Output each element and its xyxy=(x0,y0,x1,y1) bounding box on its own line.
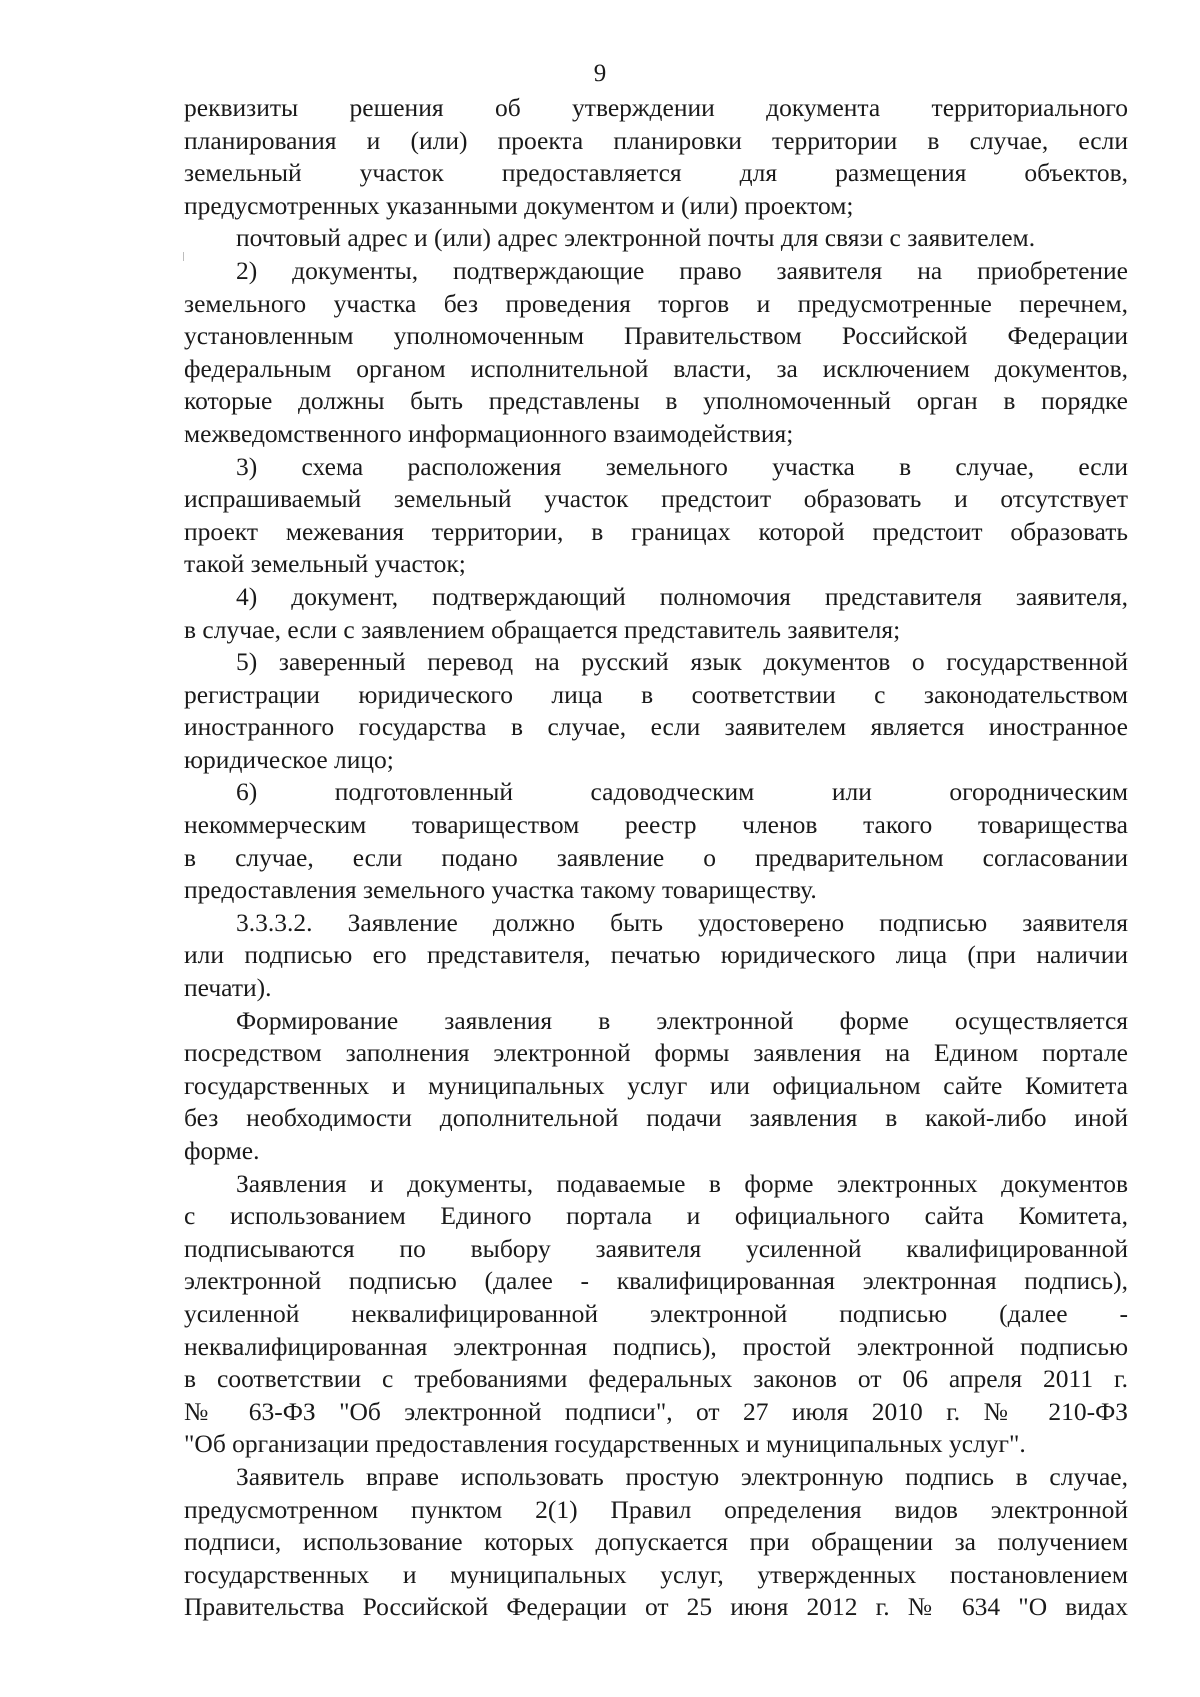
text-line: установленным уполномоченным Правительством Российской Федерации xyxy=(184,321,1128,351)
text-line: земельного участка без проведения торгов и предусмотренные перечнем, xyxy=(184,288,1128,318)
text-line: межведомственного информационного взаимодействия; xyxy=(184,418,794,448)
text-line: № 63-ФЗ "Об электронной подписи", от 27 июля 2010 г. № 210-ФЗ xyxy=(184,1396,1128,1426)
paragraph xyxy=(184,646,1128,776)
document-body xyxy=(184,92,1128,1624)
text-line: государственных и муниципальных услуг, утвержденных постановлением xyxy=(184,1559,1128,1589)
text-line: Заявитель вправе использовать простую электронную подпись в случае, xyxy=(236,1461,1128,1491)
text-line: предусмотренных указанными документом и (или) проектом; xyxy=(184,190,854,220)
text-line: почтовый адрес и (или) адрес электронной почты для связи с заявителем. xyxy=(236,223,1036,253)
text-line: форме. xyxy=(184,1136,260,1165)
paragraph xyxy=(184,1168,1128,1461)
text-line: с использованием Единого портала и официального сайта Комитета, xyxy=(184,1201,1128,1231)
text-line: посредством заполнения электронной формы заявления на Едином портале xyxy=(184,1038,1128,1068)
paragraph xyxy=(184,255,1128,451)
text-line: 4) документ, подтверждающий полномочия представителя заявителя, xyxy=(236,581,1128,611)
text-line: юридическое лицо; xyxy=(184,744,394,774)
text-line: Заявления и документы, подаваемые в форме электронных документов xyxy=(236,1168,1128,1198)
text-line: в соответствии с требованиями федеральных законов от 06 апреля 2011 г. xyxy=(184,1364,1128,1394)
text-line: земельный участок предоставляется для размещения объектов, xyxy=(184,158,1128,188)
text-line: государственных и муниципальных услуг или официальном сайте Комитета xyxy=(184,1070,1128,1100)
text-line: или подписью его представителя, печатью юридического лица (при наличии xyxy=(184,940,1128,970)
text-line: 5) заверенный перевод на русский язык документов о государственной xyxy=(236,647,1128,677)
text-line: 3) схема расположения земельного участка в случае, если xyxy=(236,451,1128,481)
text-line: Правительства Российской Федерации от 25 июня 2012 г. № 634 "О видах xyxy=(184,1592,1128,1622)
text-line: регистрации юридического лица в соответствии с законодательством xyxy=(184,679,1128,709)
text-line: которые должны быть представлены в уполномоченный орган в порядке xyxy=(184,386,1128,416)
text-line: проект межевания территории, в границах которой предстоит образовать xyxy=(184,516,1128,546)
text-line: реквизиты решения об утверждении документа территориального xyxy=(184,93,1128,122)
text-line: в случае, если с заявлением обращается представитель заявителя; xyxy=(184,614,901,644)
text-line: усиленной неквалифицированной электронной подписью (далее - xyxy=(184,1298,1128,1328)
page-number: 9 xyxy=(593,60,607,87)
text-line: печати). xyxy=(184,973,272,1003)
paragraph xyxy=(184,907,1128,1005)
text-line: федеральным органом исполнительной власти, за исключением документов, xyxy=(184,353,1128,383)
text-line: предусмотренном пунктом 2(1) Правил определения видов электронной xyxy=(184,1494,1128,1524)
text-line: такой земельный участок; xyxy=(184,549,466,579)
text-line: без необходимости дополнительной подачи заявления в какой-либо иной xyxy=(184,1103,1128,1133)
text-line: неквалифицированная электронная подпись), простой электронной подписью xyxy=(184,1331,1128,1361)
paragraph xyxy=(184,1005,1128,1168)
text-line: испрашиваемый земельный участок предстоит образовать и отсутствует xyxy=(184,484,1128,514)
text-line: электронной подписью (далее - квалифицированная электронная подпись), xyxy=(184,1266,1128,1296)
text-line: 6) подготовленный садоводческим или огородническим xyxy=(236,777,1128,807)
text-line: иностранного государства в случае, если заявителем является иностранное xyxy=(184,712,1128,742)
paragraph xyxy=(184,776,1128,906)
paragraph xyxy=(184,451,1128,581)
text-line: планирования и (или) проекта планировки территории в случае, если xyxy=(184,125,1128,155)
paragraph xyxy=(184,92,1128,222)
text-line: подписи, использование которых допускается при обращении за получением xyxy=(184,1527,1128,1557)
paragraph xyxy=(184,581,1128,646)
text-line: подписываются по выбору заявителя усиленной квалифицированной xyxy=(184,1233,1128,1263)
paragraph xyxy=(184,222,1128,255)
text-line: "Об организации предоставления государственных и муниципальных услуг". xyxy=(184,1429,1026,1459)
text-line: 3.3.3.2. Заявление должно быть удостоверено подписью заявителя xyxy=(236,907,1128,937)
paragraph xyxy=(184,1461,1128,1624)
text-line: Формирование заявления в электронной форме осуществляется xyxy=(236,1005,1128,1035)
text-line: некоммерческим товариществом реестр членов такого товарищества xyxy=(184,810,1128,840)
text-line: в случае, если подано заявление о предварительном согласовании xyxy=(184,842,1128,872)
text-line: 2) документы, подтверждающие право заявителя на приобретение xyxy=(236,255,1128,285)
text-line: предоставления земельного участка такому товариществу. xyxy=(184,875,817,905)
